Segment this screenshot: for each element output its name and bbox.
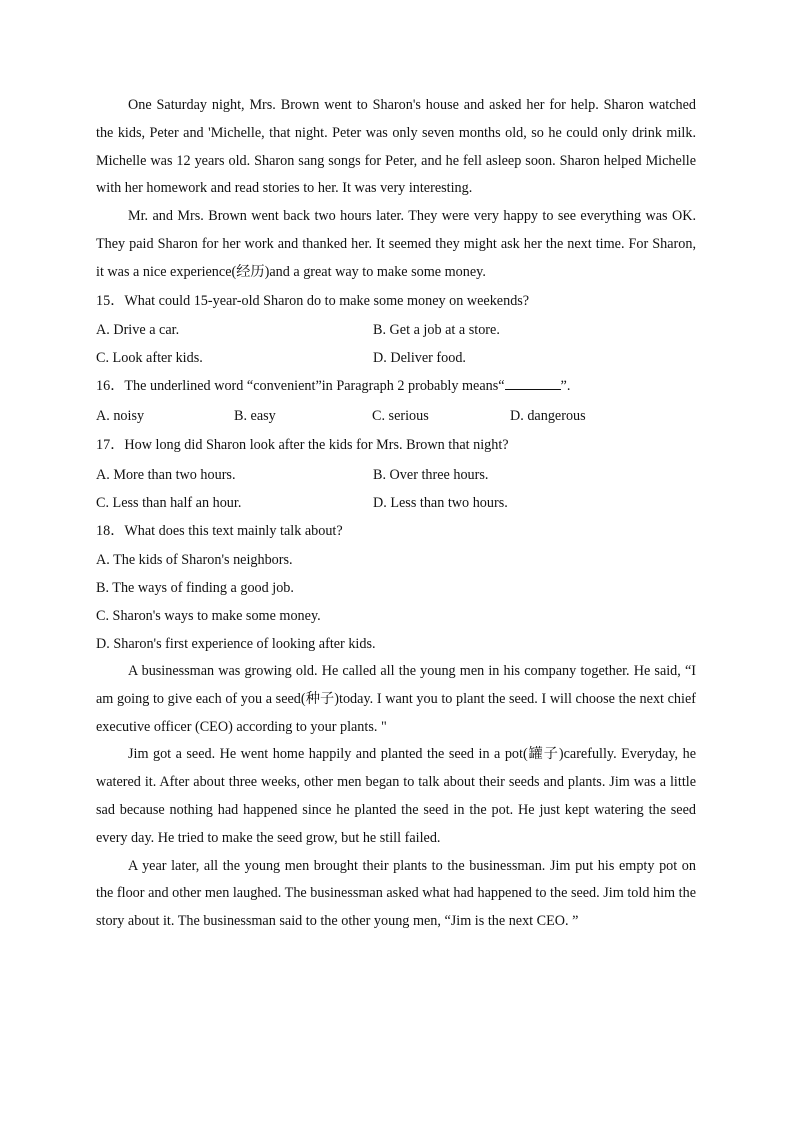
question-15-option-d: D. Deliver food. <box>373 350 466 367</box>
question-16-stem-text: 16．The underlined word “convenient”in Paragraph 2 probably means“ <box>96 378 505 395</box>
question-18-option-d: D. Sharon's first experience of looking after kids. <box>96 636 376 653</box>
question-18-stem: 18．What does this text mainly talk about? <box>96 522 343 539</box>
question-17-options-row-1 <box>96 461 696 489</box>
question-16-option-b: B. easy <box>234 407 276 424</box>
question-15-option-a: A. Drive a car. <box>96 322 180 339</box>
question-18-option-a: A. The kids of Sharon's neighbors. <box>96 552 293 569</box>
question-16-option-d: D. dangerous <box>510 407 586 424</box>
question-17-stem: 17．How long did Sharon look after the kids for Mrs. Brown that night? <box>96 437 509 454</box>
passage2-paragraph1: A businessman was growing old. He called all the young men in his company together. He said, “I am going to give each of you a seed(种子)today. I want you to plant the seed. I will choose the next chief executive officer (CEO) according to your plants. " <box>96 663 696 735</box>
question-16-stem-end: ”. <box>560 378 571 395</box>
passage2-paragraph3: A year later, all the young men brought their plants to the businessman. Jim put his empty pot on the floor and other men laughed. The businessman asked what had happened to the seed. Jim told him the story about it. The businessman said to the other young men, “Jim is the next CEO. ” <box>96 857 696 930</box>
passage2-paragraph2: Jim got a seed. He went home happily and planted the seed in a pot(罐子)carefully. Everyday, he watered it. After about three weeks, other men began to talk about their seeds and plants. Jim was a little sad because nothing had happened since he planted the seed in the pot. He just kept watering the seed every day. He tried to make the seed grow, but he still failed. <box>96 746 696 846</box>
question-17-options-row-2 <box>96 489 696 517</box>
question-18-option-c: C. Sharon's ways to make some money. <box>96 608 321 625</box>
question-17 <box>96 431 696 517</box>
question-17-option-b: B. Over three hours. <box>373 466 489 483</box>
question-15 <box>96 287 696 373</box>
document-page <box>96 92 696 936</box>
question-15-stem: 15．What could 15-year-old Sharon do to make some money on weekends? <box>96 292 530 309</box>
question-15-options-row-2 <box>96 344 696 372</box>
question-17-option-c: C. Less than half an hour. <box>96 494 242 511</box>
question-17-option-a: A. More than two hours. <box>96 466 236 483</box>
passage1-paragraph2: Mr. and Mrs. Brown went back two hours later. They were very happy to see everything was OK. They paid Sharon for her work and thanked her. It seemed they might ask her the next time. For Sharon, it was a nice experience(经历)and a great way to make some money. <box>96 208 696 280</box>
question-16-option-a: A. noisy <box>96 407 145 424</box>
question-16-stem <box>96 372 696 402</box>
question-15-option-b: B. Get a job at a store. <box>373 322 500 339</box>
question-15-option-c: C. Look after kids. <box>96 350 203 367</box>
question-17-option-d: D. Less than two hours. <box>373 494 508 511</box>
passage1-paragraph1: One Saturday night, Mrs. Brown went to Sharon's house and asked her for help. Sharon watched the kids, Peter and 'Michelle, that night. Peter was only seven months old, so he could only drink milk. Michelle was 12 years old. Sharon sang songs for Peter, and he fell asleep soon. Sharon helped Michelle with her homework and read stories to her. It was very interesting. <box>96 97 696 197</box>
question-16-options-row <box>96 402 696 432</box>
question-16-option-c: C. serious <box>372 407 429 424</box>
question-18 <box>96 517 696 659</box>
question-16 <box>96 372 696 431</box>
answer-blank <box>505 375 561 390</box>
question-18-option-b: B. The ways of finding a good job. <box>96 580 294 597</box>
question-15-options-row-1 <box>96 316 696 344</box>
